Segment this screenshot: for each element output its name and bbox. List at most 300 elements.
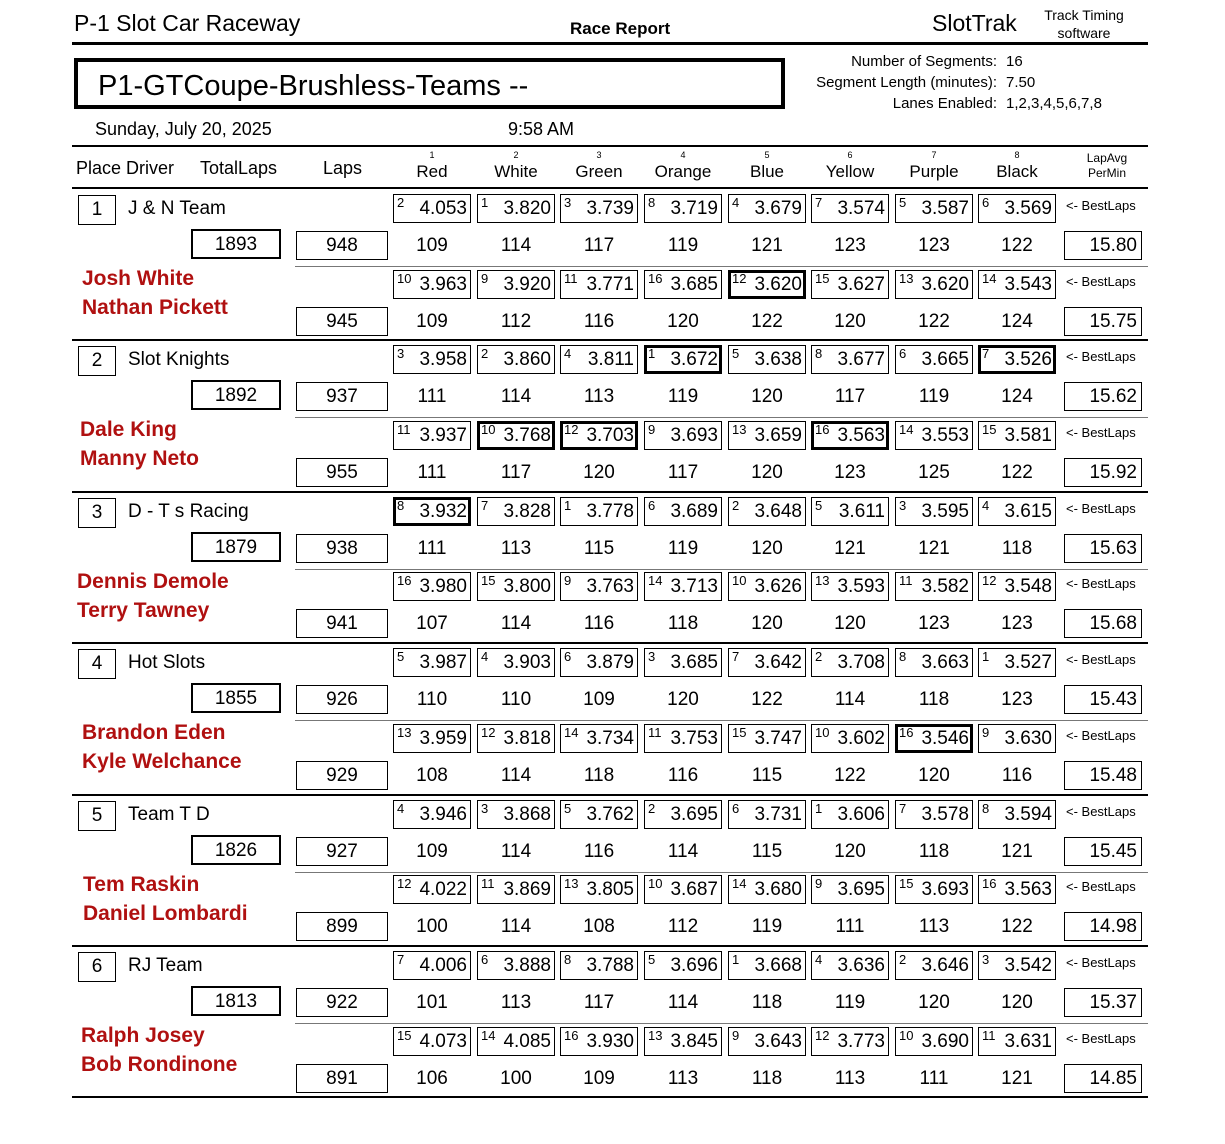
best-lap-cell [728, 648, 806, 677]
segment-number: 2 [815, 649, 823, 665]
best-lap-time: 3.860 [503, 349, 551, 371]
lane-lap-count: 122 [834, 764, 866, 786]
best-lap-cell [644, 951, 722, 980]
best-lap-time: 3.946 [419, 803, 467, 825]
best-lap-time: 3.672 [670, 349, 718, 371]
segment-number: 4 [564, 346, 572, 362]
segment-number: 12 [982, 573, 997, 589]
best-lap-time: 3.811 [587, 349, 634, 371]
driver-name: Brandon Eden [82, 721, 226, 745]
lane-lap-count: 124 [1001, 386, 1033, 408]
team-name: RJ Team [128, 955, 203, 976]
lane-number: 6 [847, 150, 853, 160]
segment-number: 4 [397, 800, 405, 816]
driver-name: Terry Tawney [77, 598, 210, 622]
segment-number: 3 [481, 800, 489, 816]
segment-number: 3 [397, 346, 405, 362]
segment-number: 14 [982, 270, 997, 286]
lane-lap-count: 121 [1001, 840, 1033, 862]
segment-number: 5 [564, 800, 572, 816]
col-lapavg [1068, 151, 1146, 181]
brand-subtitle-line1: Track Timing [1044, 7, 1124, 23]
best-lap-cell [728, 875, 806, 904]
best-lap-time: 3.888 [503, 955, 551, 976]
best-lap-cell [393, 800, 471, 829]
lane-lap-count: 123 [1001, 613, 1033, 635]
best-lap-time: 3.587 [921, 198, 969, 219]
lap-avg-per-min: 14.98 [1064, 912, 1142, 941]
lane-header-yellow [810, 150, 890, 182]
total-laps-box: 1879 [191, 532, 281, 562]
bestlaps-label: <- BestLaps [1066, 879, 1136, 895]
lane-lap-count: 121 [918, 537, 950, 559]
lane-lap-count: 118 [751, 992, 783, 1013]
segment-number: 12 [815, 1027, 830, 1043]
best-lap-cell [477, 1027, 555, 1056]
segment-number: 14 [732, 876, 747, 892]
best-lap-time: 3.593 [837, 576, 885, 598]
best-lap-cell-highlighted [811, 421, 889, 450]
lane-lap-count: 111 [835, 916, 865, 938]
best-lap-cell [728, 497, 806, 526]
segment-number: 10 [815, 724, 830, 740]
lane-lap-count: 121 [834, 537, 866, 559]
best-lap-cell [393, 572, 471, 601]
best-lap-cell [895, 572, 973, 601]
segment-number: 3 [648, 649, 656, 665]
segment-number: 9 [648, 421, 656, 437]
lane-lap-count: 100 [416, 916, 448, 938]
lane-lap-count: 114 [667, 992, 699, 1013]
col-lapavg-line1: LapAvg [1086, 151, 1128, 165]
event-title-box [74, 58, 785, 109]
segment-laps-box: 891 [296, 1064, 388, 1093]
bestlaps-label: <- BestLaps [1066, 955, 1136, 970]
lane-lap-count: 122 [751, 310, 783, 332]
brand-subtitle-line2: software [1057, 25, 1111, 41]
lane-lap-count: 111 [919, 1067, 949, 1089]
column-header-top-rule [72, 145, 1148, 147]
segment-number: 10 [481, 421, 496, 437]
lane-lap-count: 120 [667, 310, 699, 332]
segment-number: 9 [481, 270, 489, 286]
lane-lap-count: 120 [667, 689, 699, 711]
segment-number: 4 [815, 952, 823, 967]
segment-number: 1 [564, 497, 572, 513]
segments-label: Number of Segments: [851, 53, 997, 70]
best-lap-time: 3.762 [586, 803, 634, 825]
lane-lap-count: 118 [667, 613, 699, 635]
driver-name: Ralph Josey [81, 1024, 205, 1047]
segment-number: 15 [899, 876, 914, 892]
best-lap-cell [978, 270, 1056, 299]
best-lap-time: 3.663 [921, 652, 969, 674]
lap-avg-per-min: 15.37 [1064, 988, 1142, 1017]
segment-number: 13 [732, 421, 747, 437]
lane-lap-count: 120 [834, 310, 866, 332]
lap-avg-per-min: 15.43 [1064, 685, 1142, 714]
best-lap-time: 3.958 [419, 349, 467, 371]
segment-number: 11 [899, 573, 913, 589]
lane-header-white [476, 150, 556, 182]
raceway-name: P-1 Slot Car Raceway [74, 10, 301, 36]
segment-number: 13 [899, 270, 914, 286]
best-lap-time: 3.642 [754, 652, 802, 674]
lane-lap-count: 120 [834, 613, 866, 635]
lane-header-purple [894, 150, 974, 182]
segment-number: 16 [397, 573, 412, 589]
lane-lap-count: 120 [751, 537, 783, 559]
lane-lap-count: 110 [416, 689, 448, 711]
place-box: 2 [78, 346, 116, 376]
best-lap-cell [560, 875, 638, 904]
lane-lap-count: 122 [918, 310, 950, 332]
lane-lap-count: 111 [417, 461, 447, 483]
best-lap-time: 4.073 [419, 1030, 467, 1052]
best-lap-cell [393, 194, 471, 223]
lane-name: Black [996, 162, 1038, 181]
best-lap-time: 3.526 [1004, 349, 1052, 371]
lane-lap-count: 114 [500, 840, 532, 862]
best-lap-cell [644, 270, 722, 299]
segment-laps-box: 941 [296, 609, 388, 638]
best-lap-cell [728, 194, 806, 223]
best-lap-cell-highlighted [728, 270, 806, 299]
lane-lap-count: 113 [500, 992, 532, 1013]
best-lap-cell-highlighted [644, 345, 722, 374]
driver-name: Daniel Lombardi [83, 901, 248, 925]
segment-number: 11 [481, 876, 495, 892]
lane-lap-count: 114 [667, 840, 699, 862]
lane-header-red [392, 150, 472, 182]
driver-name: Josh White [82, 267, 195, 290]
lane-lap-count: 115 [751, 840, 783, 862]
best-lap-cell [978, 800, 1056, 829]
lane-lap-count: 109 [583, 1067, 615, 1089]
col-laps: Laps [323, 158, 363, 178]
best-lap-cell [895, 194, 973, 223]
lane-name: Purple [909, 162, 959, 181]
best-lap-time: 3.553 [921, 424, 969, 446]
lane-number: 7 [931, 150, 937, 160]
segment-number: 11 [564, 270, 578, 286]
best-lap-time: 3.687 [670, 879, 718, 901]
best-lap-cell [811, 724, 889, 753]
lane-lap-count: 109 [416, 235, 448, 256]
best-lap-cell-highlighted [895, 724, 973, 753]
segment-number: 14 [481, 1027, 496, 1043]
best-lap-time: 3.932 [419, 500, 467, 522]
best-lap-cell [728, 800, 806, 829]
segment-laps-box: 926 [296, 685, 388, 714]
segment-number: 6 [564, 649, 572, 665]
segment-number: 7 [481, 497, 489, 513]
race-time: 9:58 AM [508, 119, 575, 139]
lane-lap-count: 100 [500, 1067, 532, 1089]
driver-name: Nathan Pickett [82, 296, 228, 319]
lane-lap-count: 123 [918, 613, 950, 635]
segment-number: 8 [982, 800, 990, 816]
lane-name: Yellow [825, 162, 875, 181]
best-lap-cell [477, 194, 555, 223]
best-lap-cell [978, 1027, 1056, 1056]
best-lap-time: 3.574 [837, 198, 885, 219]
best-lap-cell [393, 875, 471, 904]
lane-lap-count: 111 [417, 386, 447, 408]
segment-number: 15 [481, 573, 496, 589]
best-lap-time: 3.685 [670, 652, 718, 674]
segment-number: 14 [899, 421, 914, 437]
best-lap-time: 3.665 [921, 349, 969, 371]
lane-lap-count: 122 [751, 689, 783, 711]
best-lap-time: 3.679 [754, 198, 802, 219]
lane-lap-count: 118 [1001, 537, 1033, 559]
lap-avg-per-min: 14.85 [1064, 1064, 1142, 1093]
lane-lap-count: 117 [500, 461, 532, 483]
segment-number: 9 [564, 573, 572, 589]
best-lap-cell [895, 497, 973, 526]
segment-number: 10 [397, 270, 412, 286]
best-lap-cell [978, 421, 1056, 450]
lane-lap-count: 113 [583, 386, 615, 408]
lane-lap-count: 121 [1001, 1067, 1033, 1089]
lane-lap-count: 114 [500, 235, 532, 256]
lane-lap-count: 106 [416, 1067, 448, 1089]
best-lap-time: 3.582 [921, 576, 969, 598]
best-lap-time: 3.581 [1004, 424, 1052, 446]
best-lap-time: 3.773 [837, 1030, 885, 1052]
lanes-value: 1,2,3,4,5,6,7,8 [1006, 95, 1102, 112]
total-laps-box: 1892 [191, 380, 281, 410]
best-lap-cell [560, 345, 638, 374]
segment-number: 3 [982, 952, 990, 967]
segment-laps-box: 899 [296, 912, 388, 941]
best-lap-cell [477, 572, 555, 601]
best-lap-cell [477, 724, 555, 753]
best-lap-cell [895, 800, 973, 829]
segment-number: 16 [982, 876, 997, 892]
segment-number: 5 [732, 346, 740, 362]
event-title: P1-GTCoupe-Brushless-Teams -- [98, 70, 529, 102]
best-lap-cell [895, 345, 973, 374]
total-laps-box: 1855 [191, 683, 281, 713]
lap-avg-per-min: 15.75 [1064, 307, 1142, 336]
best-lap-cell-highlighted [978, 345, 1056, 374]
best-lap-cell [728, 421, 806, 450]
lane-lap-count: 113 [667, 1067, 699, 1089]
segment-number: 8 [564, 952, 572, 967]
team-separator [72, 1096, 1148, 1098]
best-lap-cell [560, 270, 638, 299]
best-lap-time: 3.543 [1004, 273, 1052, 295]
bestlaps-label: <- BestLaps [1066, 803, 1136, 819]
segment-number: 11 [648, 724, 662, 740]
segment-number: 10 [648, 876, 663, 892]
bestlaps-label: <- BestLaps [1066, 576, 1136, 592]
best-lap-time: 3.734 [586, 727, 634, 749]
driver-name: Tem Raskin [83, 872, 200, 896]
segment-number: 16 [648, 270, 663, 286]
best-lap-time: 3.963 [419, 273, 467, 295]
segment-number: 14 [648, 573, 663, 589]
best-lap-time: 3.987 [419, 652, 467, 674]
segment-number: 2 [732, 497, 740, 513]
seglen-label: Segment Length (minutes): [816, 74, 997, 91]
lane-lap-count: 122 [1001, 916, 1033, 938]
segment-divider [295, 720, 1148, 721]
best-lap-time: 3.768 [503, 424, 551, 446]
segment-number: 2 [648, 800, 656, 816]
best-lap-cell [560, 951, 638, 980]
best-lap-cell [644, 724, 722, 753]
lane-lap-count: 119 [918, 386, 950, 408]
best-lap-cell [393, 421, 471, 450]
best-lap-cell [895, 648, 973, 677]
race-info-labels [780, 51, 997, 114]
bestlaps-label: <- BestLaps [1066, 727, 1136, 743]
best-lap-cell [393, 648, 471, 677]
best-lap-time: 3.677 [837, 349, 885, 371]
best-lap-time: 3.739 [586, 198, 634, 219]
best-lap-time: 3.868 [503, 803, 551, 825]
lane-lap-count: 116 [1001, 764, 1033, 786]
best-lap-cell [560, 724, 638, 753]
brand-subtitle [1030, 6, 1138, 42]
segment-number: 12 [397, 876, 412, 892]
total-laps-box: 1826 [191, 835, 281, 865]
segment-number: 11 [397, 421, 411, 437]
lane-lap-count: 123 [918, 235, 950, 256]
segment-number: 8 [899, 649, 907, 665]
column-header-bottom-rule [72, 187, 1148, 189]
best-lap-time: 3.611 [838, 500, 885, 522]
brand-name: SlotTrak [932, 10, 1017, 36]
lane-lap-count: 113 [500, 537, 532, 559]
lane-lap-count: 112 [667, 916, 699, 938]
best-lap-cell [644, 648, 722, 677]
best-lap-time: 3.693 [670, 424, 718, 446]
best-lap-time: 3.703 [586, 424, 634, 446]
best-lap-cell [728, 345, 806, 374]
best-lap-cell [560, 194, 638, 223]
segment-number: 3 [564, 195, 572, 210]
segment-number: 4 [481, 649, 489, 665]
team-name: Team T D [128, 803, 210, 825]
best-lap-time: 3.930 [586, 1030, 634, 1052]
best-lap-cell [811, 497, 889, 526]
lane-lap-count: 101 [416, 992, 448, 1013]
lap-avg-per-min: 15.45 [1064, 837, 1142, 866]
best-lap-time: 3.680 [754, 879, 802, 901]
lane-lap-count: 108 [583, 916, 615, 938]
segment-divider [295, 266, 1148, 267]
segment-laps-box: 937 [296, 382, 388, 411]
segment-number: 13 [815, 573, 830, 589]
best-lap-cell [560, 800, 638, 829]
team-separator [72, 339, 1148, 341]
best-lap-time: 3.763 [586, 576, 634, 598]
place-box: 1 [78, 195, 116, 225]
header-rule [72, 42, 1148, 45]
best-lap-time: 3.980 [419, 576, 467, 598]
segment-number: 12 [481, 724, 496, 740]
best-lap-cell [393, 1027, 471, 1056]
lane-lap-count: 109 [416, 840, 448, 862]
best-lap-time: 3.646 [921, 955, 969, 976]
segment-number: 1 [648, 346, 656, 362]
lane-name: Orange [654, 162, 712, 181]
lap-avg-per-min: 15.62 [1064, 382, 1142, 411]
segment-number: 13 [397, 724, 412, 740]
best-lap-time: 3.620 [921, 273, 969, 295]
best-lap-cell [644, 194, 722, 223]
lane-lap-count: 119 [834, 992, 866, 1013]
col-total-laps: TotalLaps [200, 158, 278, 178]
lane-lap-count: 107 [416, 613, 448, 635]
segment-laps-box: 922 [296, 988, 388, 1017]
lane-lap-count: 113 [834, 1067, 866, 1089]
best-lap-time: 3.606 [837, 803, 885, 825]
lane-lap-count: 116 [583, 310, 615, 332]
segment-number: 6 [648, 497, 656, 513]
best-lap-cell [644, 497, 722, 526]
best-lap-time: 3.820 [503, 198, 551, 219]
segment-laps-box: 945 [296, 307, 388, 336]
lane-lap-count: 123 [834, 235, 866, 256]
lane-name: Red [416, 162, 448, 181]
lane-lap-count: 109 [583, 689, 615, 711]
segment-divider [295, 569, 1148, 570]
lane-header-orange [643, 150, 723, 182]
segment-number: 15 [732, 724, 747, 740]
best-lap-cell [811, 648, 889, 677]
segment-number: 10 [732, 573, 747, 589]
best-lap-time: 3.800 [503, 576, 551, 598]
driver-name: Bob Rondinone [81, 1053, 238, 1076]
bestlaps-label: <- BestLaps [1066, 1030, 1136, 1046]
segment-number: 2 [397, 195, 405, 210]
bestlaps-label: <- BestLaps [1066, 424, 1136, 440]
best-lap-time: 3.659 [754, 424, 802, 446]
best-lap-time: 3.636 [837, 955, 885, 976]
best-lap-cell [728, 572, 806, 601]
segment-number: 15 [982, 421, 997, 437]
lane-lap-count: 117 [834, 386, 866, 408]
segment-number: 6 [481, 952, 489, 967]
lane-lap-count: 120 [1001, 992, 1033, 1013]
best-lap-cell [644, 572, 722, 601]
lane-lap-count: 116 [583, 840, 615, 862]
best-lap-cell [978, 951, 1056, 980]
lane-lap-count: 117 [583, 235, 615, 256]
lane-lap-count: 109 [416, 310, 448, 332]
segment-number: 6 [899, 346, 907, 362]
best-lap-time: 3.731 [754, 803, 802, 825]
lane-lap-count: 121 [751, 235, 783, 256]
best-lap-time: 3.548 [1004, 576, 1052, 598]
best-lap-time: 3.563 [837, 424, 885, 446]
bestlaps-label: <- BestLaps [1066, 500, 1136, 516]
lane-header-green [559, 150, 639, 182]
team-separator [72, 794, 1148, 796]
place-box: 5 [78, 801, 116, 831]
lane-lap-count: 112 [500, 310, 532, 332]
best-lap-time: 3.879 [586, 652, 634, 674]
best-lap-time: 3.685 [670, 273, 718, 295]
segment-number: 10 [899, 1027, 914, 1043]
team-name: Slot Knights [128, 349, 230, 371]
lane-lap-count: 119 [667, 537, 699, 559]
